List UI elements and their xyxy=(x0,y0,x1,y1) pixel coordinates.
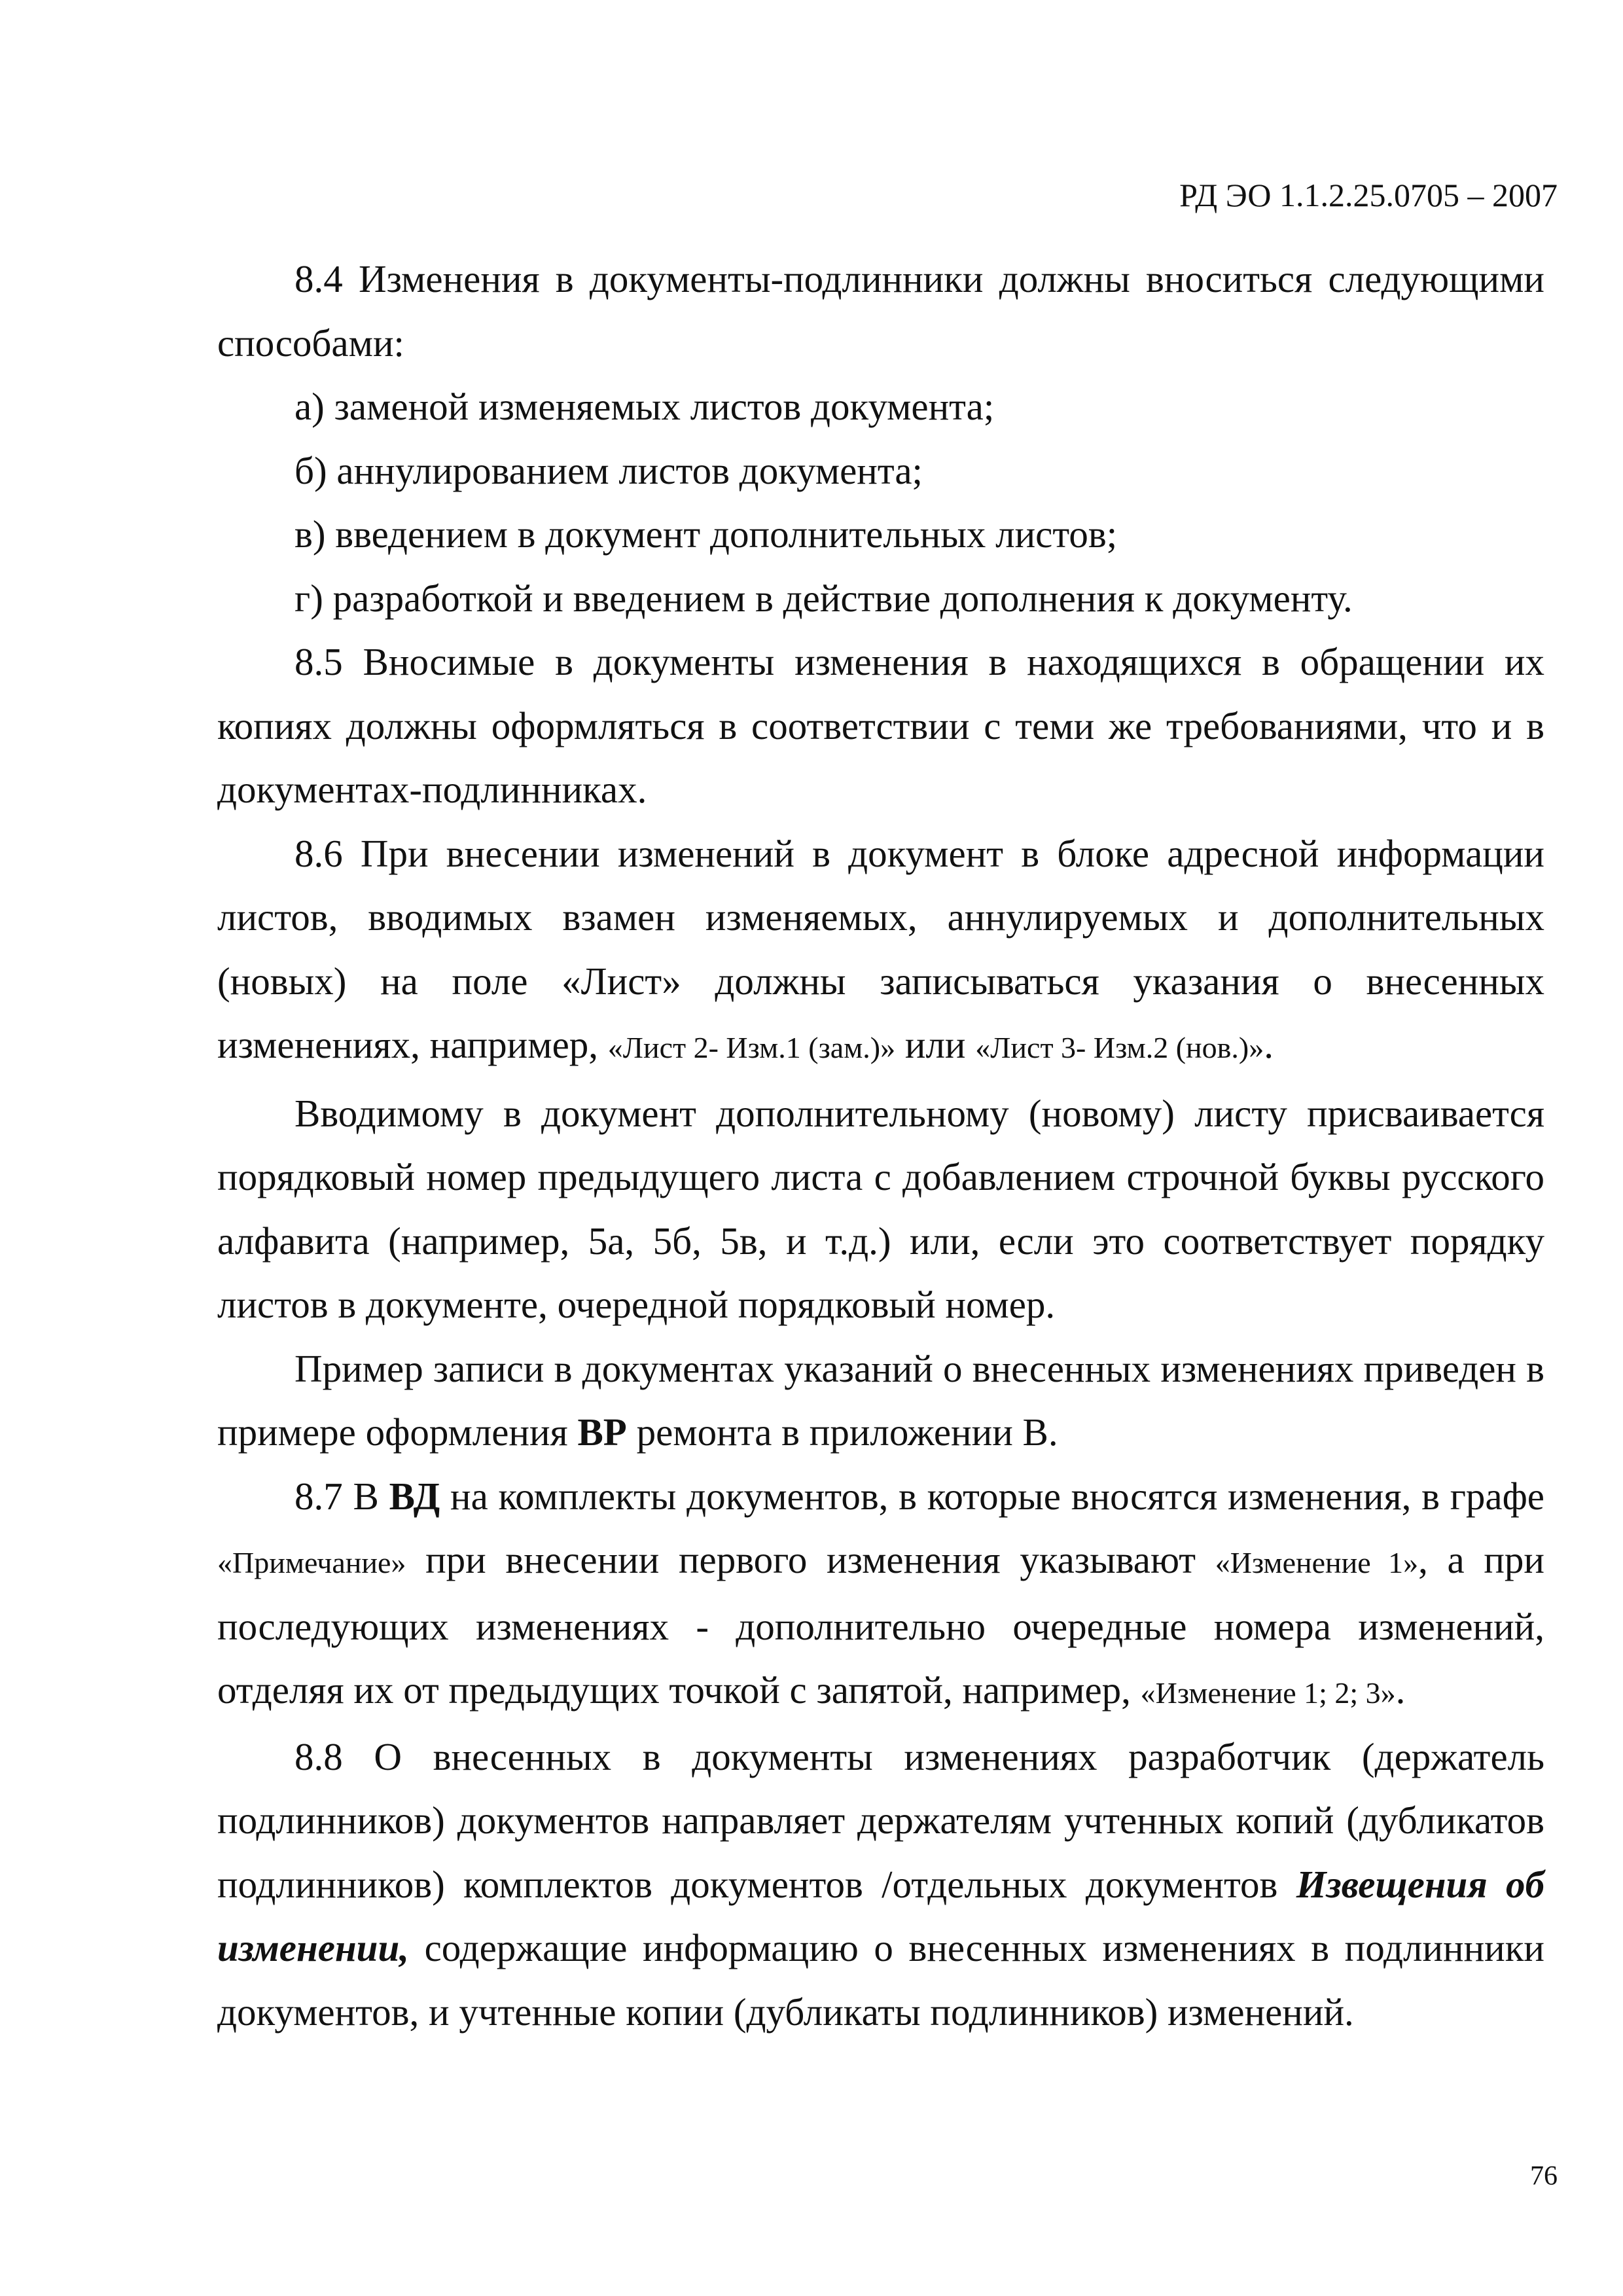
paragraph-8-7-mid3: , а при последующих изменениях - дополнительно очередные номера изменений, отделяя их от предыдущих точкой с запятой, например, xyxy=(217,1538,1544,1712)
list-item-a: а) заменой изменяемых листов документа; xyxy=(294,385,995,428)
list-item-g: г) разработкой и введением в действие дополнения к документу. xyxy=(294,576,1353,620)
example-reference-after: ремонта в приложении В. xyxy=(626,1410,1058,1454)
paragraph-8-7-end: . xyxy=(1395,1668,1406,1712)
paragraph-8-7 xyxy=(217,1465,1544,1725)
paragraph-example-reference xyxy=(217,1337,1544,1465)
paragraph-8-7-prefix: 8.7 В xyxy=(294,1474,389,1518)
example-reference-before: Пример записи в документах указаний о внесенных изменениях приведен в примере оформления xyxy=(217,1346,1544,1454)
document-body xyxy=(217,247,1544,2044)
paragraph-8-7-bold: ВД xyxy=(389,1474,440,1518)
page-number: 76 xyxy=(1530,2161,1558,2191)
change-one-label: «Изменение 1» xyxy=(1215,1546,1419,1579)
paragraph-8-4: 8.4 Изменения в документы-подлинники должны вноситься следующими способами: xyxy=(217,257,1544,365)
paragraph-8-8-after: содержащие информацию о внесенных изменениях в подлинники документов, и учтенные копии (дубликаты подлинников) изменений. xyxy=(217,1926,1544,2034)
note-field-name: «Примечание» xyxy=(217,1546,406,1579)
paragraph-8-6-connector: или xyxy=(895,1023,976,1066)
list-item-v: в) введением в документ дополнительных листов; xyxy=(294,512,1118,556)
document-code-header: РД ЭО 1.1.2.25.0705 – 2007 xyxy=(1179,177,1558,213)
paragraph-new-sheet-numbering: Вводимому в документ дополнительному (новому) листу присваивается порядковый номер предыдущего листа с добавлением строчной буквы русского алфавита (например, 5а, 5б, 5в, и т.д.) или, если это соответствует порядку листов в документе, очередной порядковый номер. xyxy=(217,1091,1544,1326)
paragraph-8-6 xyxy=(217,822,1544,1080)
paragraph-8-5: 8.5 Вносимые в документы изменения в находящихся в обращении их копиях должны оформляться в соответствии с теми же требованиями, что и в документах-подлинниках. xyxy=(217,640,1544,811)
paragraph-8-6-end: . xyxy=(1264,1023,1274,1066)
sheet-example-new: «Лист 3- Изм.2 (нов.)» xyxy=(975,1031,1264,1064)
paragraph-8-8 xyxy=(217,1725,1544,2045)
paragraph-8-8-before: 8.8 О внесенных в документы изменениях разработчик (держатель подлинников) документов направляет держателям учтенных копий (дубликатов подлинников) комплектов документов /отдельных документов xyxy=(217,1734,1544,1906)
list-item-b: б) аннулированием листов документа; xyxy=(294,448,923,492)
change-list-example: «Изменение 1; 2; 3» xyxy=(1140,1676,1396,1710)
example-reference-bold: ВР xyxy=(577,1410,627,1454)
paragraph-8-7-mid1: на комплекты документов, в которые вносятся изменения, в графе xyxy=(440,1474,1544,1518)
change-notice-term: Извещения об изменении, xyxy=(217,1862,1544,1969)
paragraph-8-6-text: 8.6 При внесении изменений в документ в блоке адресной информации листов, вводимых взамен изменяемых, аннулируемых и дополнительных (новых) на поле «Лист» должны записываться указания о внесенных изменениях, например, xyxy=(217,831,1544,1066)
paragraph-8-7-mid2: при внесении первого изменения указывают xyxy=(406,1538,1215,1581)
sheet-example-replaced: «Лист 2- Изм.1 (зам.)» xyxy=(607,1031,896,1064)
